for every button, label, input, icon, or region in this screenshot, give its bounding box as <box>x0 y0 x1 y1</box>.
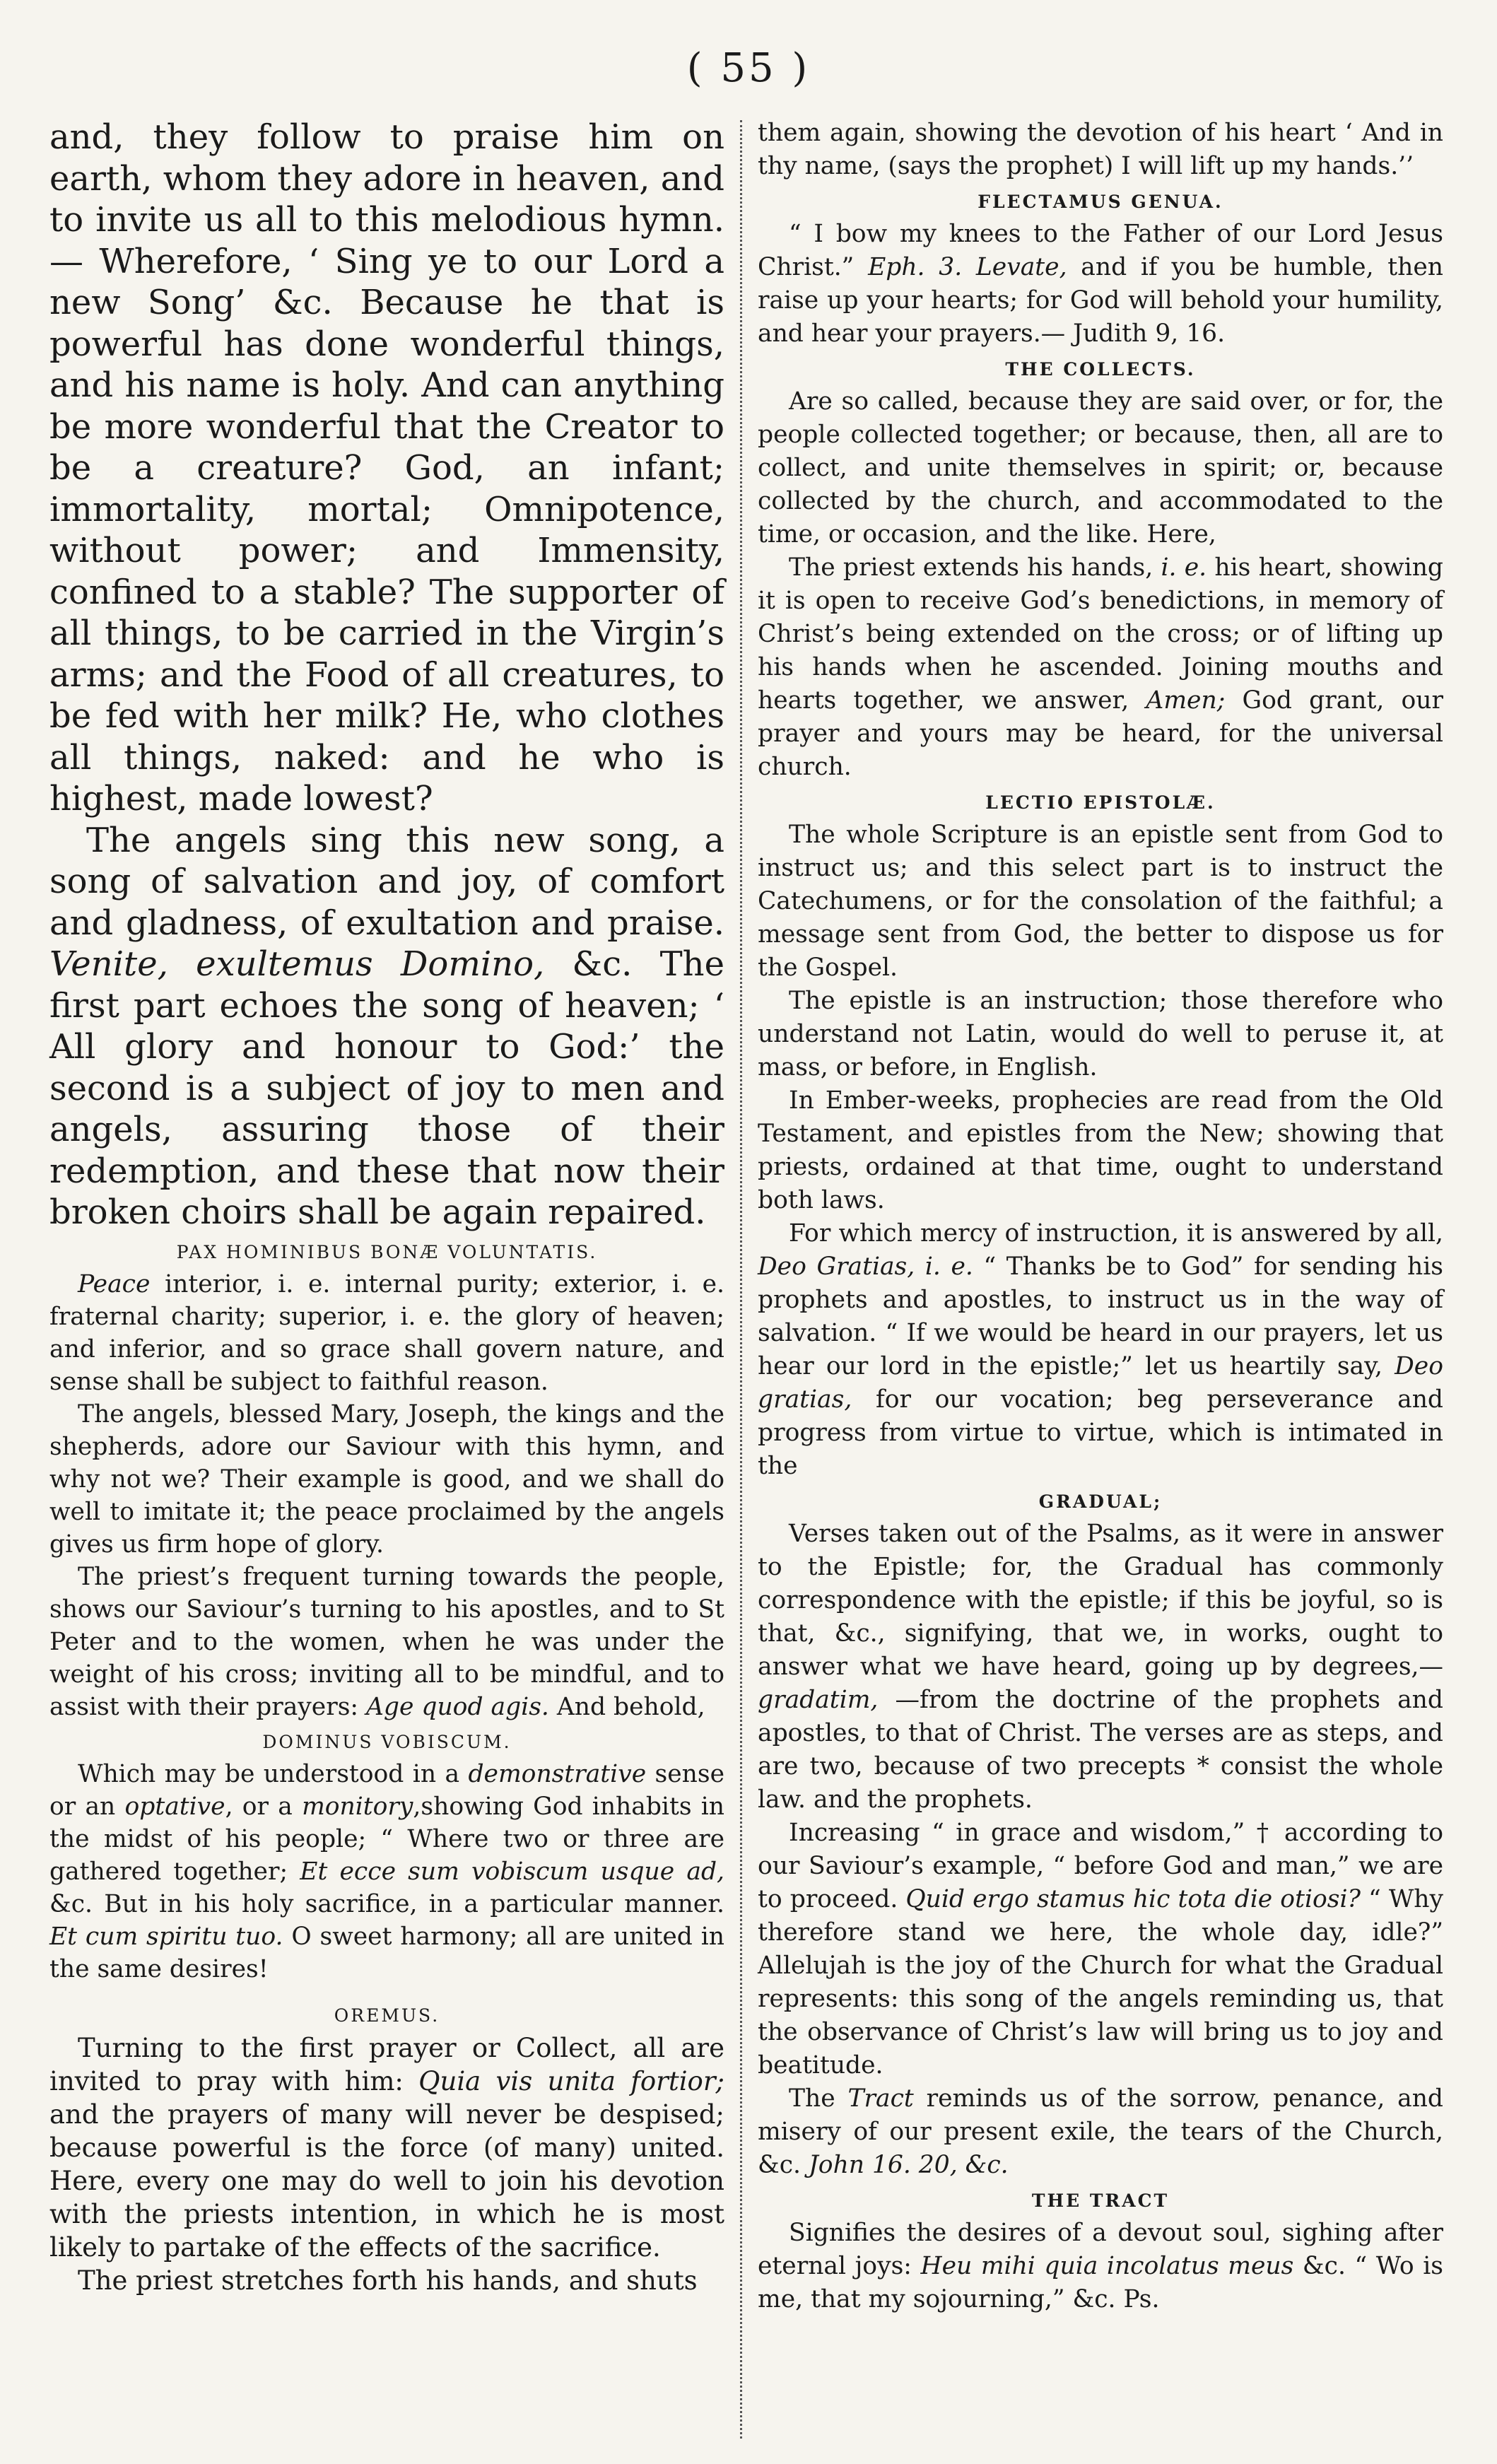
paragraph: them again, showing the devotion of his heart ‘ And in thy name, (says the prophet) I will lift up my hands.’’ <box>758 119 1443 180</box>
paragraph: The angels, blessed Mary, Joseph, the kings and the shepherds, adore our Saviour with this hymn, and why not we? Their example is good, and we shall do well to imitate it; the peace proclaimed by the angels gives us firm hope of glory. <box>49 1400 724 1559</box>
paragraph: Increasing “ in grace and wisdom,” † according to our Saviour’s example, “ before God and man,” we are to proceed. Quid ergo stamus hic tota die otiosi? “ Why therefore stand we here, the whole day, idle?” Allelujah is the joy of the Church for what the Gradual represents: this song of the angels reminding us, that the observance of Christ’s law will bring us to joy and beatitude. <box>758 1819 1443 2079</box>
right-column <box>758 117 1443 2436</box>
section-heading: GRADUAL; <box>1038 1491 1163 1512</box>
paragraph: Which may be understood in a demonstrative sense or an optative, or a monitory,showing God inhabits in the midst of his people; “ Where two or three are gathered together; Et ecce sum vobiscum usque ad, &c. But in his holy sacrifice, in a particular manner. Et cum spiritu tuo. O sweet harmony; all are united in the same desires! <box>49 1759 725 1983</box>
paragraph: The priest stretches forth his hands, and shuts <box>78 2265 698 2296</box>
section-heading: THE COLLECTS. <box>1005 359 1196 380</box>
paragraph: Turning to the first prayer or Collect, all are invited to pray with him: Quia vis unita fortior; and the prayers of many will never be despised; because powerful is the force (of many) united. Here, every one may do well to join his devotion with the priests intention, in which he is most likely to partake of the effects of the sacrifice. <box>49 2032 724 2263</box>
paragraph: In Ember-weeks, prophecies are read from the Old Testament, and epistles from the New; showing that priests, ordained at that time, ought to understand both laws. <box>758 1086 1443 1214</box>
section-heading: OREMUS. <box>334 2005 440 2026</box>
paragraph: Verses taken out of the Psalms, as it were in answer to the Epistle; for, the Gradual has commonly correspondence with the epistle; if this be joyful, so is that, &c., signifying, that we, in works, ought to answer what we have heard, going up by degrees,—gradatim, —from the doctrine of the prophets and apostles, to that of Christ. The verses are as steps, and are two, because of two precepts * consist the whole law. and the prophets. <box>758 1520 1443 1814</box>
page-number: ( 55 ) <box>686 45 811 91</box>
paragraph: For which mercy of instruction, it is answered by all, Deo Gratias, i. e. “ Thanks be to God” for sending his prophets and apostles, to instruct us in the way of salvation. “ If we would be heard in our prayers, let us hear our lord in the epistle;” let us heartily say, Deo gratias, for our vocation; beg perseverance and progress from virtue to virtue, which is intimated in the <box>758 1219 1443 1480</box>
section-heading: PAX HOMINIBUS BONÆ VOLUNTATIS. <box>176 1241 598 1262</box>
section-heading: FLECTAMUS GENUA. <box>978 192 1223 212</box>
paragraph: The priest’s frequent turning towards the people, shows our Saviour’s turning to his apostles, and to St Peter and to the women, when he was under the weight of his cross; inviting all to be mindful, and to assist with their prayers: Age quod agis. And behold, <box>49 1562 724 1721</box>
paragraph: The priest extends his hands, i. e. his heart, showing it is open to receive God’s benedictions, in memory of Christ’s being extended on the cross; or of lifting up his hands when he ascended. Joining mouths and hearts together, we answer, Amen; God grant, our prayer and yours may be heard, for the universal church. <box>758 553 1443 781</box>
paragraph: Peace interior, i. e. internal purity; exterior, i. e. fraternal charity; superior, i. e. the glory of heaven; and inferior, and so grace shall govern nature, and sense shall be subject to faithful reason. <box>49 1269 724 1396</box>
paragraph: and, they follow to praise him on earth, whom they adore in heaven, and to invite us all to this melodious hymn.— Wherefore, ‘ Sing ye to our Lord a new Song’ &c. Because he that is powerful has done wonderful things, and his name is holy. And can anything be more wonderful that the Creator to be a creature? God, an infant; immortality, mortal; Omnipotence, without power; and Immensity, confined to a stable? The supporter of all things, to be carried in the Virgin’s arms; and the Food of all creatures, to be fed with her milk? He, who clothes all things, naked: and he who is highest, made lowest? <box>49 117 724 819</box>
paragraph: The angels sing this new song, a song of salvation and joy, of comfort and gladness, of exultation and praise. Venite, exultemus Domino, &c. The first part echoes the song of heaven; ‘ All glory and honour to God:’ the second is a subject of joy to men and angels, assuring those of their redemption, and these that now their broken choirs shall be again repaired. <box>49 820 724 1232</box>
section-heading: DOMINUS VOBISCUM. <box>262 1731 512 1752</box>
paragraph: The Tract reminds us of the sorrow, penance, and misery of our present exile, the tears of the Church, &c. John 16. 20, &c. <box>758 2084 1443 2179</box>
section-heading: THE TRACT <box>1031 2190 1170 2211</box>
left-column <box>49 117 724 2436</box>
paragraph: “ I bow my knees to the Father of our Lord Jesus Christ.” Eph. 3. Levate, and if you be humble, then raise up your hearts; for God will behold your humility, and hear your prayers.— Judith 9, 16. <box>758 220 1443 348</box>
paragraph: Signifies the desires of a devout soul, sighing after eternal joys: Heu mihi quia incolatus meus &c. “ Wo is me, that my sojourning,” &c. Ps. <box>758 2219 1443 2313</box>
column-divider <box>740 120 742 2439</box>
paragraph: The epistle is an instruction; those therefore who understand not Latin, would do well to peruse it, at mass, or before, in English. <box>758 987 1443 1081</box>
paragraph: Are so called, because they are said over, or for, the people collected together; or because, then, all are to collect, and unite themselves in spirit; or, because collected by the church, and accommodated to the time, or occasion, and the like. Here, <box>758 387 1443 548</box>
paragraph: The whole Scripture is an epistle sent from God to instruct us; and this select part is to instruct the Catechumens, or for the consolation of the faithful; a message sent from God, the better to dispose us for the Gospel. <box>758 821 1443 982</box>
section-heading: LECTIO EPISTOLÆ. <box>985 792 1216 813</box>
